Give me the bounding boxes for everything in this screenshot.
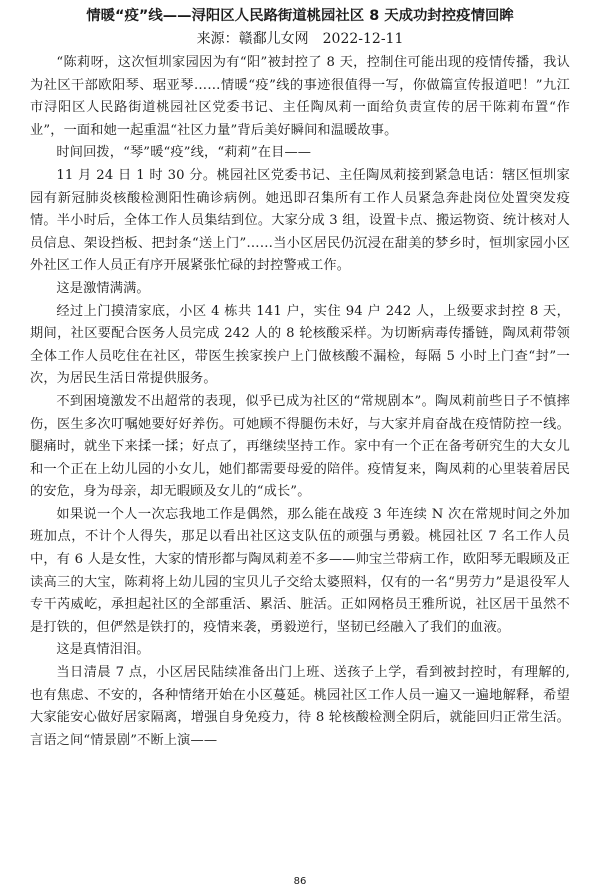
paragraph: 经过上门摸清家底，小区 4 栋共 141 户，实住 94 户 242 人，上级要求封控 8 天，期间，社区要配合医务人员完成 242 人的 8 轮核酸采样。为切断病毒传播链，陶凤莉带领全体工作人员吃住在社区，带医生挨家挨户上门做核酸不漏检，每隔 5 小时上门查“封”一次，为居民生活日常提供服务。 (30, 303, 570, 387)
paragraph: 这是激情满满。 (56, 280, 150, 296)
paragraph: “陈莉呀，这次恒圳家园因为有“阳”被封控了 8 天，控制住可能出现的疫情传播，我认为社区干部欧阳琴、琚亚琴……情暖“疫”线的事迹很值得一写，你做篇宣传报道吧！”九江市浔阳区人民路街道桃园社区党委书记、主任陶凤莉一面给负责宣传的居干陈莉布置“作业”，一面和她一起重温“社区力量”背后美好瞬间和温暖故事。 (30, 55, 570, 138)
paragraph: 时间回拨，“琴”暖“疫”线，“莉莉”在目—— (56, 145, 312, 161)
paragraph: 11 月 24 日 1 时 30 分。桃园社区党委书记、主任陶凤莉接到紧急电话：辖区恒圳家园有新冠肺炎核酸检测阳性确诊病例。她迅即召集所有工作人员紧急奔赴岗位处置突发疫情。半小时后，全体工作人员集结到位。大家分成 3 组，设置卡点、搬运物资、统计核对人员信息、架设挡板、把封条“送上门”……当小区居民仍沉浸在甜美的梦乡时，恒圳家园小区外社区工作人员正有序开展紧张忙碌的封控警戒工作。 (30, 167, 570, 274)
paragraph: 当日清晨 7 点，小区居民陆续准备出门上班、送孩子上学，看到被封控时，有理解的,也有焦虑、不安的，各种情绪开始在小区蔓延。桃园社区工作人员一遍又一遍地解释，希望大家能安心做好居家隔离，增强自身免疫力，待 8 轮核酸检测全阴后，就能回归正常生活。言语之间“情景剧”不断上演—— (30, 665, 570, 748)
article-source: 来源：赣鄱儿女网 2022-12-11 (196, 31, 404, 47)
page-number: 86 (293, 876, 307, 887)
paragraph: 如果说一个人一次忘我地工作是偶然，那么能在战疫 3 年连续 N 次在常规时间之外加班加点，不计个人得失，那足以看出社区这支队伍的顽强与勇毅。桃园社区 7 名工作人员中，有 6 人是女性，大家的情形都与陶凤莉差不多——帅宝兰带病工作，欧阳琴无暇顾及正读高三的大宝，陈莉将上幼儿园的宝贝儿子交给太婆照料，仅有的一名“男劳力”是退役军人专干芮威屹，承担起社区的全部重活、累活、脏活。正如网格员王雅所说，社区居干虽然不是打铁的，但俨然是铁打的，疫情来袭，勇毅逆行，坚韧已经融入了我们的血液。 (30, 506, 570, 635)
paragraph: 这是真情泪泪。 (56, 642, 150, 658)
article-body (30, 52, 570, 752)
paragraph: 不到困境激发不出超常的表现，似乎已成为社区的“常规剧本”。陶凤莉前些日子不慎摔伤，医生多次叮嘱她要好好养伤。可她顾不得腿伤未好，与大家并肩奋战在疫情防控一线。腿痛时，就坐下来揉一揉；好点了，再继续坚持工作。家中有一个正在备考研究生的大女儿和一个正在上幼儿园的小女儿，她们都需要母爱的陪伴。疫情复来，陶凤莉的心里装着居民的安危，身为母亲，却无暇顾及女儿的“成长”。 (30, 393, 570, 500)
article-title: 情暖“疫”线——浔阳区人民路街道桃园社区 8 天成功封控疫情回眸 (86, 8, 514, 24)
